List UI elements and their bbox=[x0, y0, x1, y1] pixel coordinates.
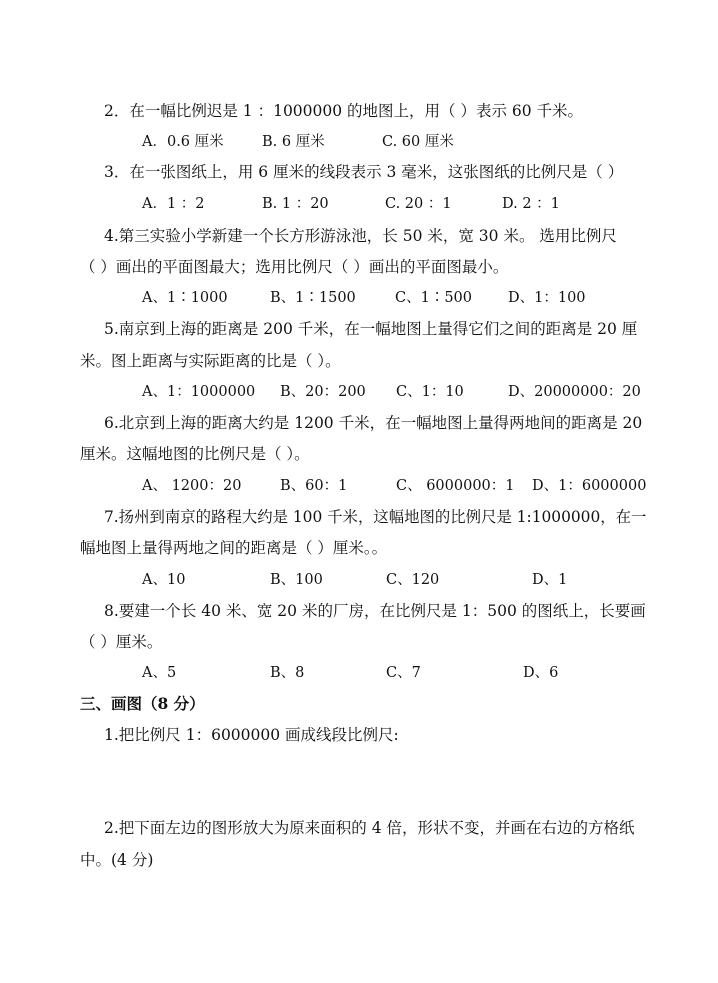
question-2-option-a: A．0.6 厘米 bbox=[142, 134, 224, 150]
question-7-stem-line-1: 7.扬州到南京的路程大约是 100 千米，这幅地图的比例尺是 1:1000000，在一 bbox=[104, 508, 647, 526]
question-4-stem-line-2: （ ）画出的平面图最大；选用比例尺（ ）画出的平面图最小。 bbox=[80, 258, 509, 276]
question-5-stem-line-2: 米。图上距离与实际距离的比是（ ）。 bbox=[80, 352, 341, 370]
question-8-option-a: A、5 bbox=[142, 665, 177, 681]
question-3-option-c: C. 20 ：1 bbox=[385, 196, 452, 212]
question-6-option-a: A、 1200：20 bbox=[142, 478, 242, 494]
question-6-option-b: B、60：1 bbox=[280, 478, 348, 494]
question-4-stem-line-1: 4.第三实验小学新建一个长方形游泳池，长 50 米，宽 30 米。 选用比例尺 bbox=[104, 227, 617, 245]
question-4-option-d: D、1：100 bbox=[508, 290, 586, 306]
question-8-option-c: C、7 bbox=[386, 665, 421, 681]
section-3-item-1: 1.把比例尺 1：6000000 画成线段比例尺: bbox=[104, 726, 399, 744]
question-8-option-b: B、8 bbox=[270, 665, 305, 681]
question-2-stem: 2．在一幅比例迟是 1 ：1000000 的地图上，用（ ）表示 60 千米。 bbox=[104, 102, 584, 120]
question-7-stem-line-2: 幅地图上量得两地之间的距离是（ ）厘米。。 bbox=[80, 539, 388, 557]
question-5-option-b: B、20：200 bbox=[280, 384, 366, 400]
section-3-item-2-line-2: 中。(4 分) bbox=[80, 851, 154, 869]
question-3-option-d: D. 2 ：1 bbox=[502, 196, 560, 212]
question-6-option-d: D、1：6000000 bbox=[532, 478, 647, 494]
question-6-stem-line-2: 厘米。这幅地图的比例尺是（ ）。 bbox=[80, 445, 310, 463]
section-3-title: 三、画图（8 分） bbox=[80, 694, 205, 713]
question-8-stem-line-1: 8.要建一个长 40 米、宽 20 米的厂房，在比例尺是 1：500 的图纸上，长要画 bbox=[104, 602, 646, 620]
section-3-item-2-line-1: 2.把下面左边的图形放大为原来面积的 4 倍，形状不变，并画在右边的方格纸 bbox=[104, 819, 635, 837]
question-8-option-d: D、6 bbox=[523, 665, 559, 681]
question-3-stem: 3．在一张图纸上，用 6 厘米的线段表示 3 毫米，这张图纸的比例尺是（ ） bbox=[104, 163, 624, 181]
question-7-option-b: B、100 bbox=[270, 572, 323, 588]
question-5-option-c: C、1：10 bbox=[396, 384, 464, 400]
question-4-option-c: C、1∶500 bbox=[395, 290, 472, 306]
question-2-option-c: C. 60 厘米 bbox=[382, 134, 454, 150]
question-7-option-d: D、1 bbox=[532, 572, 568, 588]
question-5-option-d: D、20000000：20 bbox=[508, 384, 641, 400]
question-8-stem-line-2: （ ）厘米。 bbox=[80, 633, 163, 651]
question-5-stem-line-1: 5.南京到上海的距离是 200 千米，在一幅地图上量得它们之间的距离是 20 厘 bbox=[104, 320, 638, 338]
question-4-option-a: A、1∶1000 bbox=[142, 290, 228, 306]
question-3-option-b: B. 1 ：20 bbox=[262, 196, 329, 212]
question-4-option-b: B、1∶1500 bbox=[270, 290, 356, 306]
question-3-option-a: A．1 ：2 bbox=[142, 196, 205, 212]
question-5-option-a: A、1：1000000 bbox=[142, 384, 256, 400]
question-7-option-c: C、120 bbox=[386, 572, 440, 588]
question-6-stem-line-1: 6.北京到上海的距离大约是 1200 千米，在一幅地图上量得两地间的距离是 20 bbox=[104, 414, 643, 432]
question-6-option-c: C、 6000000：1 bbox=[396, 478, 515, 494]
question-7-option-a: A、10 bbox=[142, 572, 186, 588]
question-2-option-b: B. 6 厘米 bbox=[262, 134, 325, 150]
